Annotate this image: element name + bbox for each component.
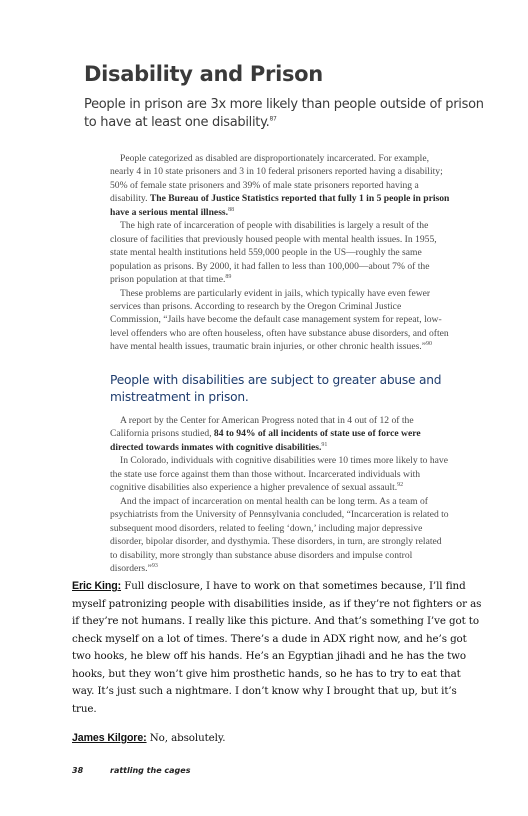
footnote-ref-90: 90	[425, 341, 432, 348]
book-title: rattling the cages	[110, 766, 191, 775]
section-heading: People with disabilities are subject to greater abuse and mistreatment in prison.	[110, 373, 442, 404]
footnote-ref-93: 93	[151, 562, 158, 569]
speaker-name: James Kilgore:	[72, 732, 147, 744]
paragraph-4-bold: 84 to 94% of all incidents of state use of force were directed towards inmates with cognitive disabilities.	[110, 428, 421, 453]
subtitle-footnote-ref: 87	[269, 115, 277, 123]
page-number: 38	[72, 766, 84, 775]
paragraph-4-text: A report by the Center for American Progress noted that in 4 out of 12 of the California prisons studied,	[110, 415, 414, 440]
paragraph-2	[110, 219, 450, 286]
dialogue-james-kilgore	[72, 730, 484, 748]
paragraph-5-text: In Colorado, individuals with cognitive disabilities were 10 times more likely to have the state use force against them than those without. Incarcerated individuals with cognitive disabilities also experience a higher prevalence of sexual assault.	[110, 455, 448, 494]
footnote-ref-91: 91	[321, 441, 328, 448]
paragraph-3	[110, 287, 450, 354]
paragraph-6	[110, 495, 450, 576]
dialogue-text: No, absolutely.	[146, 732, 226, 744]
paragraph-1-bold: The Bureau of Justice Statistics reported that fully 1 in 5 people in prison have a serious mental illness.	[110, 193, 450, 218]
paragraph-6-text: And the impact of incarceration on mental health can be long term. As a team of psychiatrists from the University of Pennsylvania concluded, “Incarceration is related to subsequent mood disorders, related to feeling ‘down,’ including major depressive disorder, bipolar disorder, and dysthymia. These disorders, in turn, are strongly related to disability, more strongly than substance abuse disorders and impulse control disorders.”	[110, 495, 449, 574]
paragraph-5	[110, 454, 450, 494]
footnote-ref-88: 88	[228, 206, 235, 213]
paragraph-2-text: The high rate of incarceration of people with disabilities is largely a result of the closure of facilities that previously housed people with mental health issues. In 1955, state mental health institutions held 559,000 people in the US—roughly the same population as prisons. By 2000, it had fallen to less than 100,000—about 7% of the prison population at that time.	[110, 220, 437, 286]
dialogue-eric-king	[72, 578, 484, 718]
paragraph-4	[110, 414, 450, 454]
page-subtitle	[84, 96, 484, 132]
paragraph-1	[110, 152, 450, 219]
dialogue-text: Full disclosure, I have to work on that sometimes because, I’ll find myself patronizing people with disabilities inside, as if they’re not fighters or as if they’re not humans. I really like this picture. And that’s something I’ve got to check myself on a lot of times. There’s a dude in ADX right now, and he’s got two hooks, he blew off his hands. He’s an Egyptian jihadi and he has the two hooks, but they won’t give him prosthetic hands, so he has to try to eat that way. It’s just such a nightmare. I don’t know why I brought that up, but it’s true.	[72, 580, 482, 715]
page-footer	[72, 766, 190, 775]
section-body	[110, 414, 450, 575]
speaker-name: Eric King:	[72, 580, 122, 592]
paragraph-3-text: These problems are particularly evident in jails, which typically have even fewer services than prisons. According to research by the Oregon Criminal Justice Commission, “Jails have become the default case management system for repeat, low-level offenders who are often houseless, often have substance abuse disorders, and often have mental health issues, traumatic brain injuries, or other chronic health issues.”	[110, 287, 449, 353]
footnote-ref-89: 89	[225, 273, 232, 280]
subtitle-text: People in prison are 3x more likely than people outside of prison to have at least one disability.	[84, 97, 484, 130]
intro-body	[110, 152, 450, 354]
page-title: Disability and Prison	[84, 62, 323, 86]
paragraph-1-text: People categorized as disabled are disproportionately incarcerated. For example, nearly 4 in 10 state prisoners and 3 in 10 federal prisoners reported having a disability; 50% of female state prisoners and 39% of male state prisoners reported having a disability.	[110, 153, 443, 205]
footnote-ref-92: 92	[397, 482, 404, 489]
